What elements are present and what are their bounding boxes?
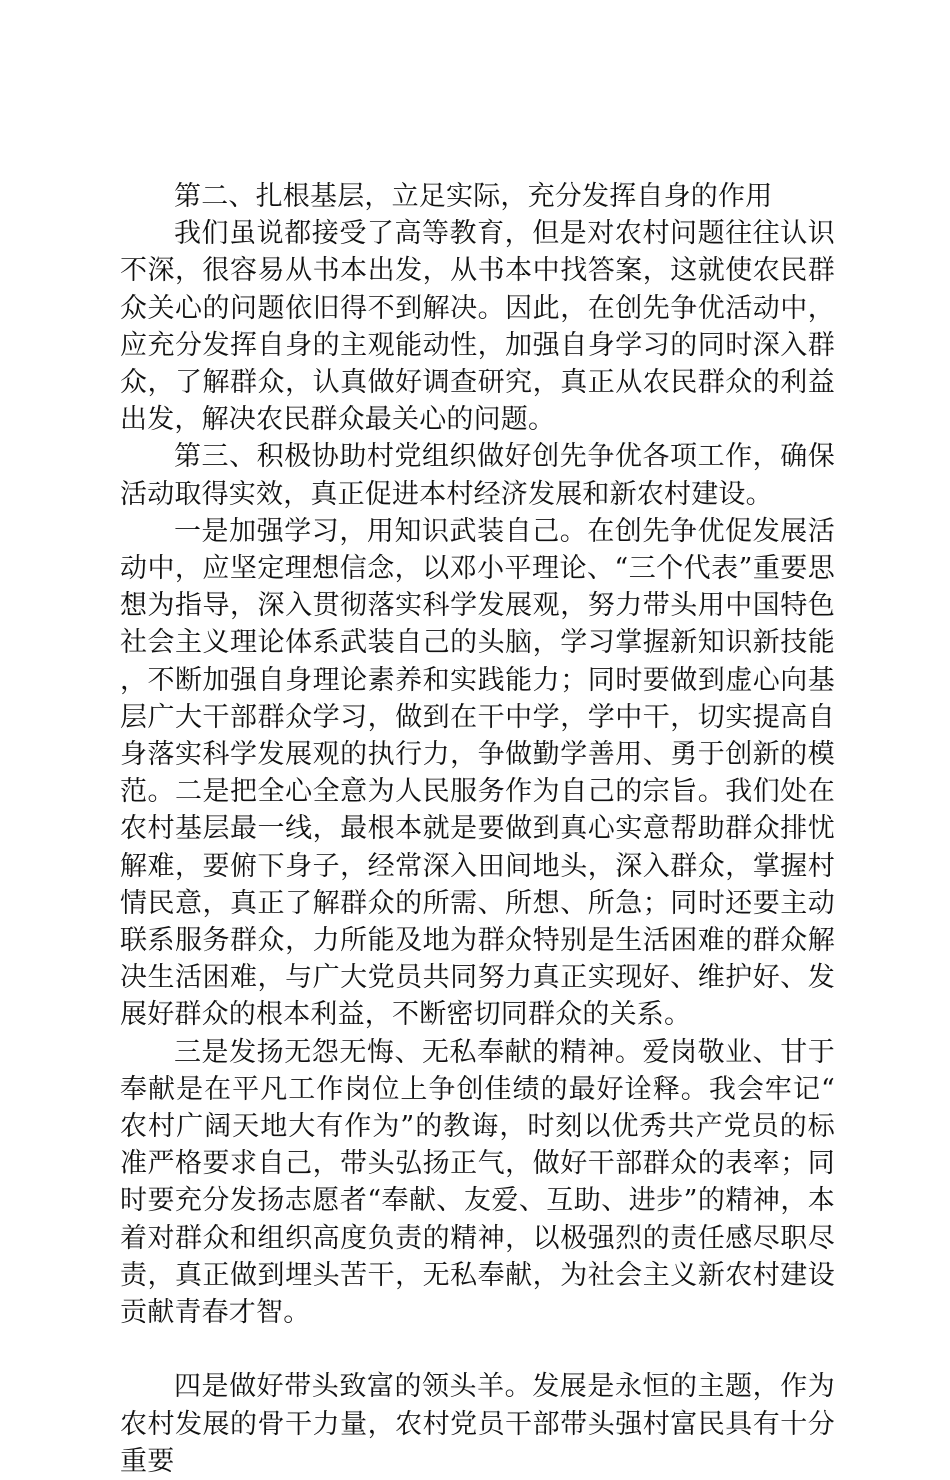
heading-paragraph-third: 第三、积极协助村党组织做好创先争优各项工作，确保活动取得实效，真正促进本村经济发展和新农村建设。 [120, 441, 835, 510]
body-paragraph-4: 四是做好带头致富的领头羊。发展是永恒的主题，作为农村发展的骨干力量，农村党员干部带头强村富民具有十分重要 [120, 1371, 835, 1477]
body-paragraph-1: 我们虽说都接受了高等教育，但是对农村问题往往认识不深，很容易从书本出发，从书本中找答案，这就使农民群众关心的问题依旧得不到解决。因此，在创先争优活动中，应充分发挥自身的主观能动性，加强自身学习的同时深入群众，了解群众，认真做好调查研究，真正从农民群众的利益出发，解决农民群众最关心的问题。 [120, 218, 835, 436]
document-body [120, 178, 835, 1480]
heading-paragraph-second: 第二、扎根基层，立足实际，充分发挥自身的作用 [174, 181, 773, 212]
paragraph-spacer [120, 1331, 835, 1368]
body-paragraph-2: 一是加强学习，用知识武装自己。在创先争优促发展活动中，应坚定理想信念，以邓小平理论、“三个代表”重要思想为指导，深入贯彻落实科学发展观，努力带头用中国特色社会主义理论体系武装自己的头脑，学习掌握新知识新技能，不断加强自身理论素养和实践能力；同时要做到虚心向基层广大干部群众学习，做到在干中学，学中干，切实提高自身落实科学发展观的执行力，争做勤学善用、勇于创新的模范。二是把全心全意为人民服务作为自己的宗旨。我们处在农村基层最一线，最根本就是要做到真心实意帮助群众排忧解难，要俯下身子，经常深入田间地头，深入群众，掌握村情民意，真正了解群众的所需、所想、所急；同时还要主动联系服务群众，力所能及地为群众特别是生活困难的群众解决生活困难，与广大党员共同努力真正实现好、维护好、发展好群众的根本利益，不断密切同群众的关系。 [120, 515, 835, 1031]
body-paragraph-3: 三是发扬无怨无悔、无私奉献的精神。爱岗敬业、甘于奉献是在平凡工作岗位上争创佳绩的最好诠释。我会牢记“农村广阔天地大有作为”的教诲，时刻以优秀共产党员的标准严格要求自己，带头弘扬正气，做好干部群众的表率；同时要充分发扬志愿者“奉献、友爱、互助、进步”的精神，本着对群众和组织高度负责的精神，以极强烈的责任感尽职尽责，真正做到埋头苦干，无私奉献，为社会主义新农村建设贡献青春才智。 [120, 1036, 835, 1329]
